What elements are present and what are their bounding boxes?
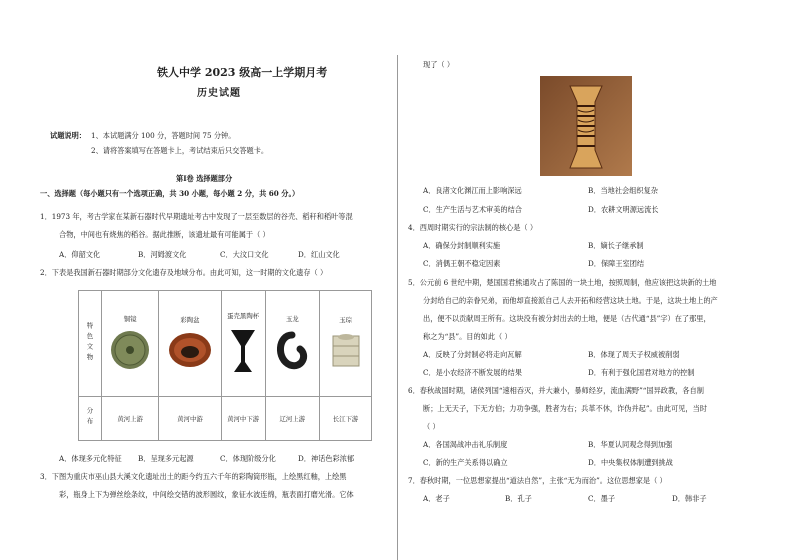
painted-pottery-basin-image <box>167 330 213 370</box>
q5-option-b[interactable]: B．体现了周天子权威被削弱 <box>588 350 680 359</box>
region-cell: 黄河中下游 <box>221 397 265 441</box>
artifact-table <box>78 290 372 441</box>
jade-dragon-image <box>272 329 312 371</box>
artifact-name: 彩陶盆 <box>180 316 200 324</box>
exam-subtitle: 历史试题 <box>197 88 241 99</box>
q2-option-b[interactable]: B．呈现多元起源 <box>138 454 194 463</box>
q1-line-1: 1．1973 年，考古学家在某新石器时代早期遗址考古中发现了一层至数层的谷壳、稻秆和稻叶等混 <box>40 212 353 221</box>
q6-option-b[interactable]: B．华夏认同观念得到加强 <box>588 440 673 449</box>
q5-line-2: 分封给自己的亲眷兄弟，而他却直接派自己人去开拓和经营这块土地。于是，这块土地上的产 <box>423 296 718 305</box>
artifact-cell <box>320 291 372 397</box>
q1-option-c[interactable]: C．大汶口文化 <box>220 250 269 259</box>
q6-line-1: 6．春秋战国时期，诸侯列国“速相吞灭，并大兼小，暴师经岁，流血满野”“国异政教，各自制 <box>408 386 704 395</box>
q7-option-c[interactable]: C．墨子 <box>588 494 616 503</box>
q5-line-3: 出，便不以贡献周王所有。这块没有被分封出去的土地，便是（古代通“县”字）在了那里， <box>423 314 711 323</box>
q4-option-b[interactable]: B．嫡长子继承制 <box>588 241 644 250</box>
painted-pottery-vase-image <box>540 76 632 176</box>
q7-option-d[interactable]: D．韩非子 <box>672 494 707 503</box>
q4-stem: 4．西周时期实行的宗法制的核心是（ ） <box>408 223 538 232</box>
q2-option-c[interactable]: C．体现阶级分化 <box>220 454 276 463</box>
section-instructions: 一、选择题（每小题只有一个选项正确，共 30 小题，每小题 2 分，共 60 分。） <box>40 189 300 198</box>
region-cell: 长江下游 <box>320 397 372 441</box>
artifact-name: 蛋壳黑陶杯 <box>227 312 260 320</box>
artifact-name: 玉龙 <box>285 315 299 323</box>
q1-line-2: 合物，中间也有烧焦的稻谷。据此推断，该遗址最有可能属于（ ） <box>59 230 270 239</box>
q2-option-d[interactable]: D．神话色彩浓郁 <box>298 454 355 463</box>
q7-option-a[interactable]: A．老子 <box>423 494 450 503</box>
q6-option-c[interactable]: C．新的生产关系得以确立 <box>423 458 508 467</box>
q6-option-d[interactable]: D．中央集权体制遭到挑战 <box>588 458 673 467</box>
exam-title: 铁人中学 2023 级高一上学期月考 <box>157 66 328 79</box>
artifact-cell <box>102 291 159 397</box>
q3-option-a[interactable]: A．良渚文化渊江而上影响深远 <box>423 186 522 195</box>
q3-option-c[interactable]: C．生产生活与艺术审美的结合 <box>423 205 522 214</box>
q5-line-1: 5．公元前 6 世纪中期，楚国国君熊通攻占了陈国的一块土地，按照周制，他应该把这块新的土地 <box>408 278 717 287</box>
eggshell-black-pottery-cup-image <box>228 326 258 374</box>
artifact-name: 玉琮 <box>339 316 352 324</box>
region-cell: 辽河上游 <box>265 397 320 441</box>
q3-line-1: 3．下图为重庆市巫山县大溪文化遗址出土的距今约五六千年的彩陶筒形瓶，上绘黑红釉，上绘黑 <box>40 472 347 481</box>
section-title: 第Ⅰ卷 选择题部分 <box>176 174 233 183</box>
q3-line-2: 彩，瓶身上下为弹丝绘条纹，中间绘交错的波形圆纹，象征水波连绵，瓶表面打磨光滑。它体 <box>59 490 354 499</box>
q1-option-d[interactable]: D．红山文化 <box>298 250 340 259</box>
q6-line-2: 断；上无天子，下无方伯；力功争强，胜者为右；兵革不休，诈伪并起”。由此可见，当时 <box>423 404 707 413</box>
q1-option-a[interactable]: A．仰韶文化 <box>59 250 101 259</box>
q3-option-d[interactable]: D．农耕文明源远流长 <box>588 205 659 214</box>
q5-line-4: 称之为“县”。目的如此（ ） <box>423 332 512 341</box>
artifact-cell <box>265 291 320 397</box>
region-cell: 黄河上游 <box>102 397 159 441</box>
note-line-1: 1、本试题满分 100 分，答题时间 75 分钟。 <box>91 131 236 140</box>
artifact-cell <box>159 291 222 397</box>
q4-option-c[interactable]: C．消偶王朝不稳定因素 <box>423 259 501 268</box>
q6-line-3: （ ） <box>423 422 440 431</box>
note-label: 试题说明： <box>50 131 86 140</box>
region-cell: 黄河中游 <box>159 397 222 441</box>
artifact-name: 铜镜 <box>123 315 137 323</box>
bronze-mirror-image <box>109 329 151 371</box>
q7-option-b[interactable]: B．孔子 <box>505 494 532 503</box>
q2-option-a[interactable]: A．体现多元化特征 <box>59 454 122 463</box>
q1-option-b[interactable]: B．河姆渡文化 <box>138 250 187 259</box>
q5-option-c[interactable]: C．是小农经济不断发展的结果 <box>423 368 522 377</box>
q7-stem: 7．春秋时期，一位思想家提出“道法自然”，主张“无为而治”。这位思想家是（ ） <box>408 476 667 485</box>
q5-option-a[interactable]: A．反映了分封制必将走向瓦解 <box>423 350 522 359</box>
artifact-cell <box>221 291 265 397</box>
q4-option-d[interactable]: D．保障王室团结 <box>588 259 645 268</box>
note-line-2: 2、请将答案填写在答题卡上，考试结束后只交答题卡。 <box>91 146 269 155</box>
q3-option-b[interactable]: B．当地社会组织复杂 <box>588 186 658 195</box>
column-divider <box>397 55 398 560</box>
q2-stem: 2．下表是我国新石器时期部分文化遗存及地域分布。由此可知，这一时期的文化遗存（ ） <box>40 268 328 277</box>
q6-option-a[interactable]: A．各国渴战冲击礼乐制度 <box>423 440 508 449</box>
q3-continuation: 现了（ ） <box>423 60 455 69</box>
q5-option-d[interactable]: D．有利于强化国君对地方的控制 <box>588 368 695 377</box>
row-label-distribution: 分布 <box>79 397 102 441</box>
jade-cong-image <box>327 330 365 370</box>
q4-option-a[interactable]: A．确保分封制顺利实施 <box>423 241 501 250</box>
row-label-artifacts: 特色文物 <box>79 291 102 397</box>
